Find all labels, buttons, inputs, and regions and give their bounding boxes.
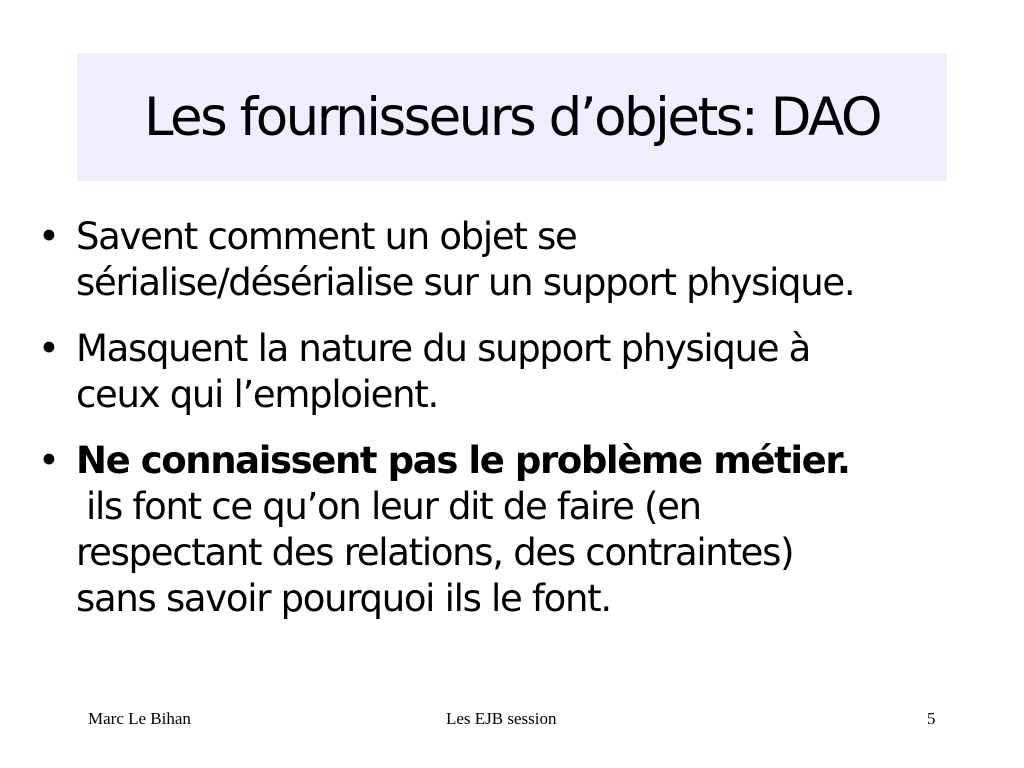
- slide-title: Les fournisseurs d’objets: DAO: [143, 86, 881, 148]
- bullet-text-line: Savent comment un objet se: [76, 215, 577, 258]
- bullet-dot-icon: •: [38, 215, 59, 258]
- bullet-dot-icon: •: [38, 327, 59, 370]
- slide-title-box: [77, 53, 947, 181]
- bullet-text-line: ceux qui l’emploient.: [76, 373, 438, 416]
- footer-author: Marc Le Bihan: [88, 709, 191, 728]
- bullet-item: [38, 326, 998, 418]
- bullet-item: [38, 214, 998, 306]
- bullet-heading: Ne connaissent pas le problème métier.: [76, 439, 850, 482]
- bullet-dot-icon: •: [38, 439, 59, 482]
- bullet-text-line: ils font ce qu’on leur dit de faire (en: [86, 485, 701, 528]
- bullet-text-line: sérialise/désérialise sur un support physique.: [76, 261, 855, 304]
- bullet-text-line: sans savoir pourquoi ils le font.: [76, 577, 611, 620]
- bullet-text-line: respectant des relations, des contraintes): [76, 531, 794, 574]
- bullet-text-line: Masquent la nature du support physique à: [76, 327, 811, 370]
- bullet-list: [38, 214, 998, 622]
- bullet-item: [38, 438, 998, 622]
- footer-page-number: 5: [927, 709, 936, 728]
- footer-title: Les EJB session: [446, 709, 557, 728]
